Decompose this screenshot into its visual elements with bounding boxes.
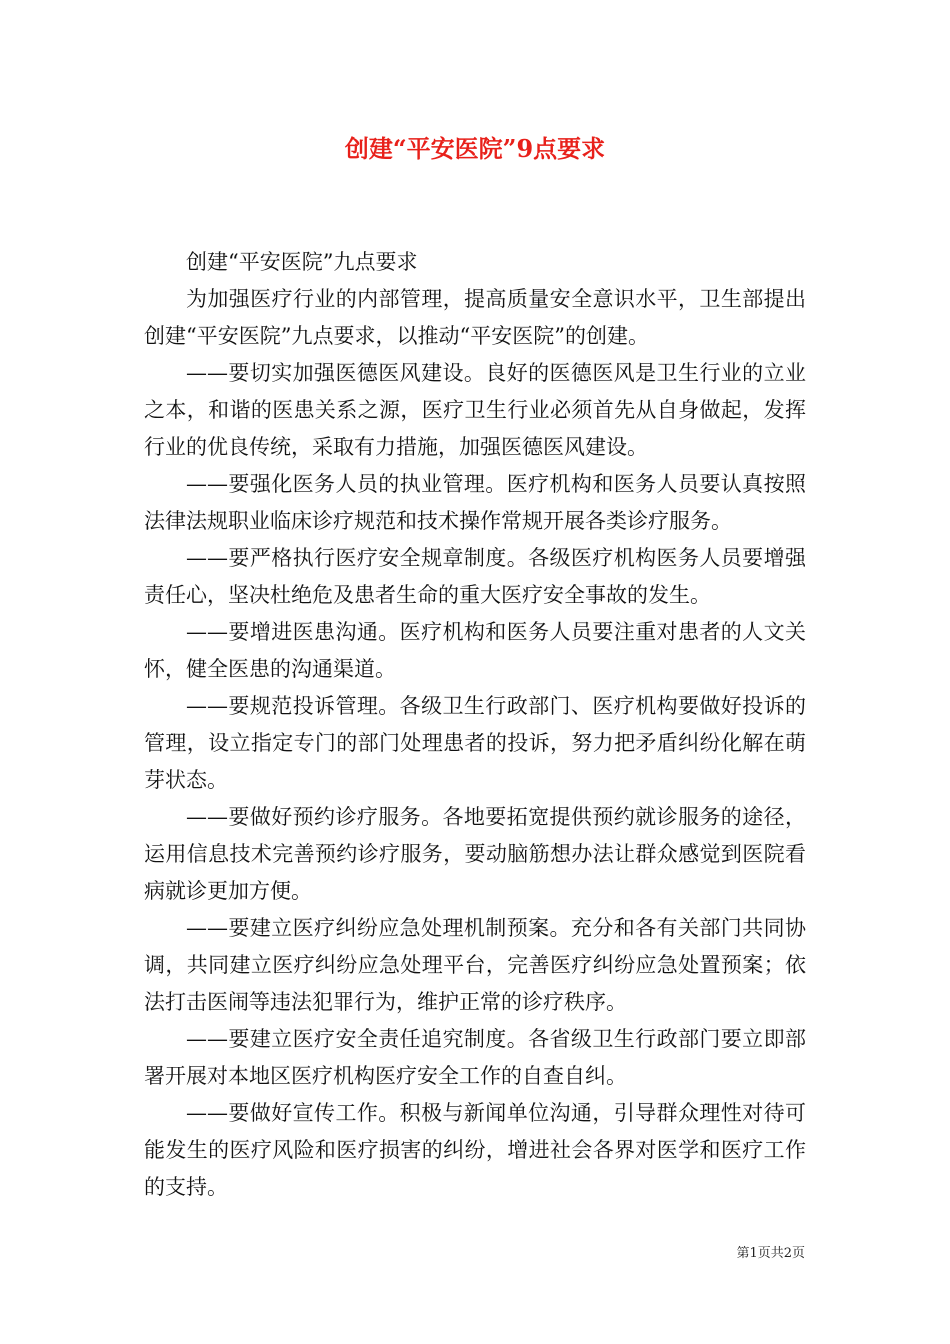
document-body: [144, 244, 806, 1206]
paragraph: ——要做好预约诊疗服务。各地要拓宽提供预约就诊服务的途径，运用信息技术完善预约诊疗服务，要动脑筋想办法让群众感觉到医院看病就诊更加方便。: [144, 805, 806, 903]
paragraph: ——要建立医疗安全责任追究制度。各省级卫生行政部门要立即部署开展对本地区医疗机构医疗安全工作的自查自纠。: [144, 1027, 806, 1088]
paragraph: ——要增进医患沟通。医疗机构和医务人员要注重对患者的人文关怀，健全医患的沟通渠道。: [144, 620, 806, 681]
paragraph: 创建“平安医院”九点要求: [186, 250, 418, 274]
document-title: 创建“平安医院”9点要求: [344, 134, 606, 163]
paragraph: ——要建立医疗纠纷应急处理机制预案。充分和各有关部门共同协调，共同建立医疗纠纷应急处理平台，完善医疗纠纷应急处置预案；依法打击医闹等违法犯罪行为，维护正常的诊疗秩序。: [144, 916, 806, 1014]
paragraph: ——要强化医务人员的执业管理。医疗机构和医务人员要认真按照法律法规职业临床诊疗规范和技术操作常规开展各类诊疗服务。: [144, 472, 806, 533]
paragraph: ——要严格执行医疗安全规章制度。各级医疗机构医务人员要增强责任心，坚决杜绝危及患者生命的重大医疗安全事故的发生。: [144, 546, 806, 607]
paragraph: ——要规范投诉管理。各级卫生行政部门、医疗机构要做好投诉的管理，设立指定专门的部门处理患者的投诉，努力把矛盾纠纷化解在萌芽状态。: [144, 694, 806, 792]
paragraph: ——要切实加强医德医风建设。良好的医德医风是卫生行业的立业之本，和谐的医患关系之源，医疗卫生行业必须首先从自身做起，发挥行业的优良传统，采取有力措施，加强医德医风建设。: [144, 361, 806, 459]
paragraph: 为加强医疗行业的内部管理，提高质量安全意识水平，卫生部提出创建“平安医院”九点要求，以推动“平安医院”的创建。: [144, 287, 806, 348]
paragraph: ——要做好宣传工作。积极与新闻单位沟通，引导群众理性对待可能发生的医疗风险和医疗损害的纠纷，增进社会各界对医学和医疗工作的支持。: [144, 1101, 806, 1199]
page-indicator: 第1页共2页: [736, 1246, 805, 1261]
